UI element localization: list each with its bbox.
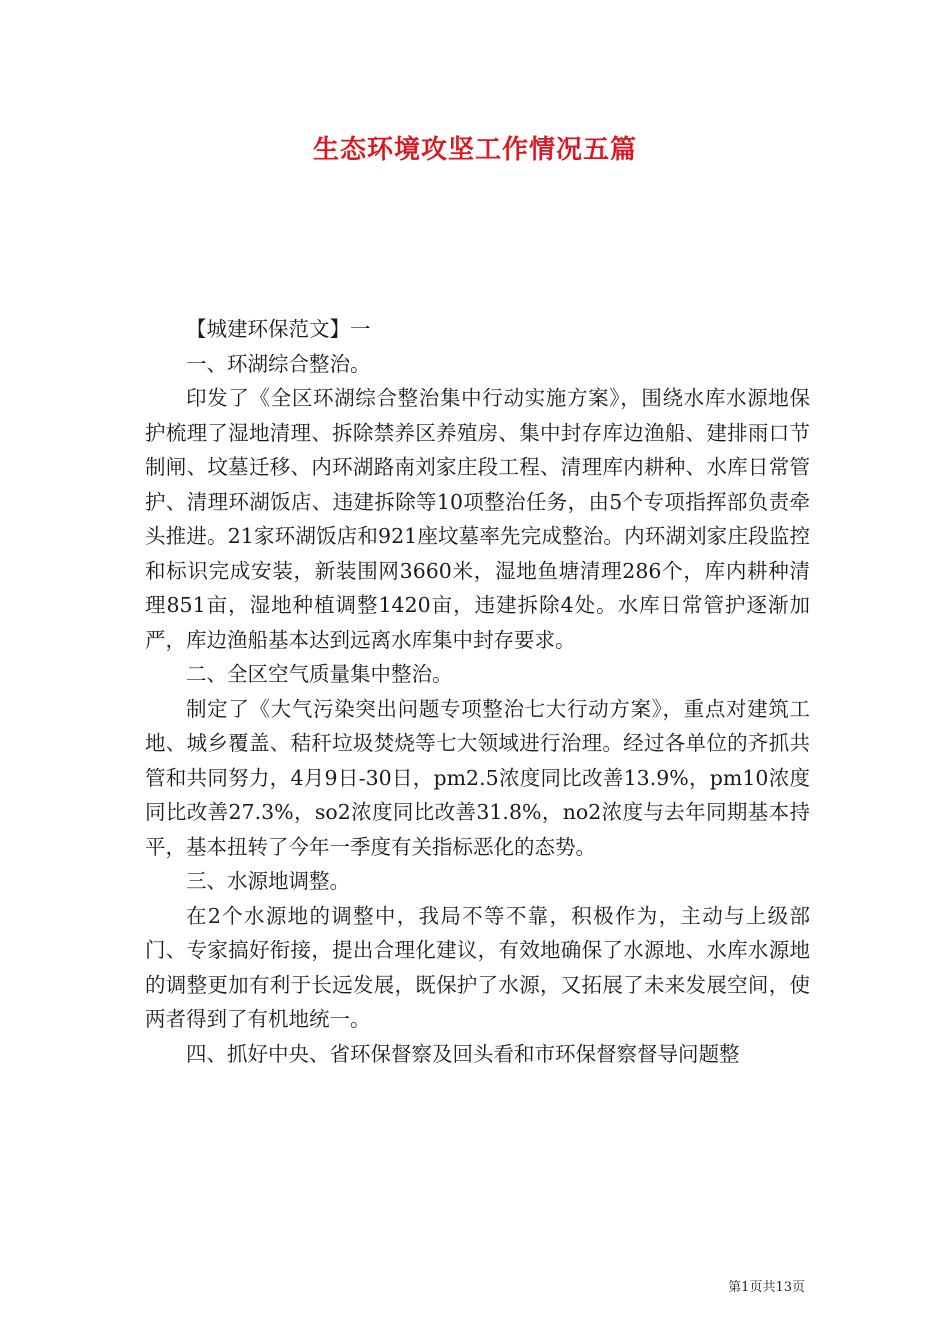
page-number: 第1页共13页 xyxy=(728,1280,805,1295)
body-paragraph-3: 在2个水源地的调整中，我局不等不靠，积极作为，主动与上级部门、专家搞好衔接，提出合理化建议，有效地确保了水源地、水库水源地的调整更加有利于长远发展，既保护了水源，又拓展了未来发展空间，使两者得到了有机地统一。 xyxy=(145,903,810,1031)
document-body xyxy=(145,312,810,1071)
section-heading-1: 一、环湖综合整治。 xyxy=(186,351,371,376)
body-paragraph-1: 印发了《全区环湖综合整治集中行动实施方案》，围绕水库水源地保护梳理了湿地清理、拆除禁养区养殖房、集中封存库边渔船、建排雨口节制闸、坟墓迁移、内环湖路南刘家庄段工程、清理库内耕种、水库日常管护、清理环湖饭店、违建拆除等10项整治任务，由5个专项指挥部负责牵头推进。21家环湖饭店和921座坟墓率先完成整治。内环湖刘家庄段监控和标识完成安装，新装围网3660米，湿地鱼塘清理286个，库内耕种清理851亩，湿地种植调整1420亩，违建拆除4处。水库日常管护逐渐加严，库边渔船基本达到远离水库集中封存要求。 xyxy=(145,386,810,652)
section-heading-2: 二、全区空气质量集中整治。 xyxy=(186,662,453,686)
page-title: 生态环境攻坚工作情况五篇 xyxy=(312,135,637,165)
section-heading-4: 四、抓好中央、省环保督察及回头看和市环保督察督导问题整 xyxy=(186,1041,740,1066)
section-heading-3: 三、水源地调整。 xyxy=(186,869,350,893)
section-label: 【城建环保范文】一 xyxy=(186,317,371,341)
body-paragraph-2: 制定了《大气污染突出问题专项整治七大行动方案》，重点对建筑工地、城乡覆盖、秸秆垃圾焚烧等七大领域进行治理。经过各单位的齐抓共管和共同努力，4月9日-30日，pm2.5浓度同比改善13.9%，pm10浓度同比改善27.3%，so2浓度同比改善31.8%，no2浓度与去年同期基本持平，基本扭转了今年一季度有关指标恶化的态势。 xyxy=(145,696,810,859)
